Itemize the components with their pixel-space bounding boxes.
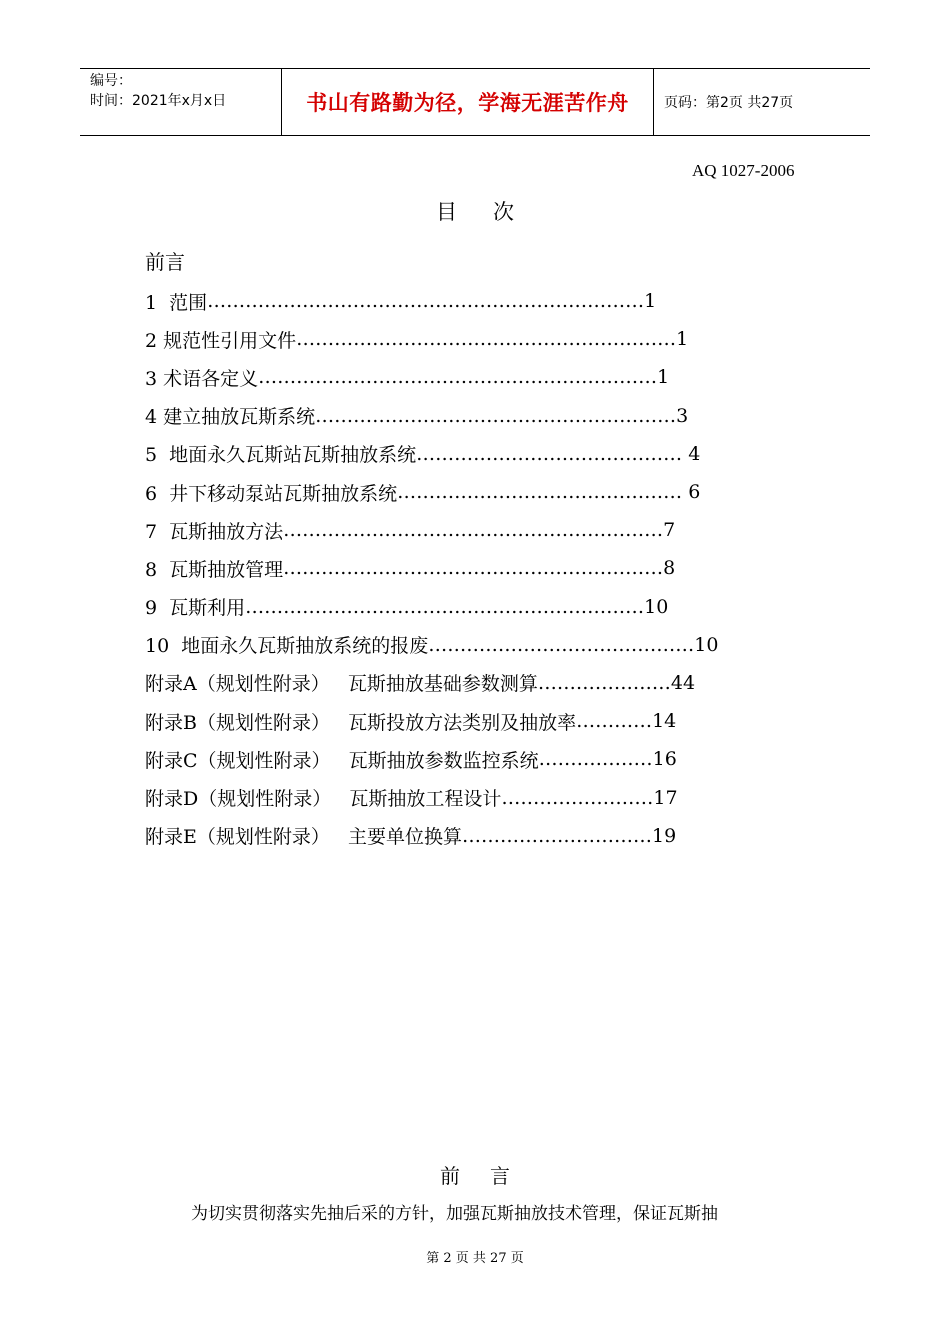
preface-title: 前言 <box>440 1164 540 1188</box>
toc-entry-label: 10 地面永久瓦斯抽放系统的报废 <box>145 635 429 658</box>
toc-entry-leader: ………………………… <box>462 824 652 847</box>
toc-entry-page: 16 <box>652 748 677 771</box>
toc-entry[interactable] <box>145 358 785 396</box>
toc-entry-page: 1 <box>644 290 657 313</box>
toc-entry-page: 6 <box>682 481 701 504</box>
toc-entry-page: 1 <box>676 328 689 351</box>
number-label: 编号： <box>90 73 132 89</box>
toc-entry-section: 瓦斯投放方法类别及抽放率 <box>329 711 577 734</box>
preface-paragraph: 为切实贯彻落实先抽后采的方针，加强瓦斯抽放技术管理，保证瓦斯抽 <box>191 1204 718 1224</box>
toc-entry-page: 10 <box>644 595 669 618</box>
page-footer: 第 2 页 共 27 页 <box>426 1251 524 1266</box>
toc-entry-page: 4 <box>682 442 701 465</box>
toc-preface-label: 前言 <box>145 250 185 274</box>
toc-title: 目次 <box>436 200 550 224</box>
toc-entry[interactable] <box>145 282 785 320</box>
toc-entry[interactable] <box>145 588 785 626</box>
toc-entry-page: 8 <box>663 557 676 580</box>
toc-entry-label: 4 建立抽放瓦斯系统 <box>145 406 316 429</box>
toc-entry-leader: …………………………………………………………… <box>207 290 645 313</box>
toc-entry-leader: ………… <box>576 710 653 733</box>
toc-entry-label: 8 瓦斯抽放管理 <box>145 558 284 581</box>
toc-entry-appendix[interactable] <box>145 778 785 816</box>
toc-entry-appendix[interactable] <box>145 740 785 778</box>
toc-entry-page: 10 <box>694 633 719 656</box>
toc-entry-leader: …………………………………………………… <box>283 519 664 542</box>
header-motto: 书山有路勤为径，学海无涯苦作舟 <box>306 91 629 115</box>
toc-entry[interactable] <box>145 473 785 511</box>
toc-entry-leader: ………………………………………………… <box>315 404 677 427</box>
toc-entry-section: 主要单位换算 <box>329 826 462 849</box>
toc-entry-leader: …………………… <box>501 786 654 809</box>
toc-entry-label: 附录B（规划性附录） <box>145 711 330 734</box>
toc-entry[interactable] <box>145 626 785 664</box>
page-info-text: 页码：第2页 共27页 <box>664 95 794 111</box>
page-header <box>80 68 870 136</box>
toc-entry-page: 14 <box>652 710 677 733</box>
toc-entry-leader: …………………………………………………… <box>296 328 677 351</box>
toc-entry-page: 7 <box>663 519 676 542</box>
toc-entry-appendix[interactable] <box>145 664 785 702</box>
toc-entry-leader: ……………………………………………………… <box>258 366 658 389</box>
toc-entry-appendix[interactable] <box>145 702 785 740</box>
toc-entry-label: 附录A（规划性附录） <box>145 673 330 696</box>
toc-entry-leader: ……………… <box>538 748 653 771</box>
toc-entry-page: 3 <box>676 404 689 427</box>
toc-entry-page: 1 <box>657 366 670 389</box>
toc-entry-appendix[interactable] <box>145 817 785 855</box>
toc-entry-page: 17 <box>653 786 678 809</box>
toc-entry-leader: …………………………………… <box>428 633 695 656</box>
toc-entry-label: 附录C（规划性附录） <box>145 749 331 772</box>
toc-entry[interactable] <box>145 320 785 358</box>
header-meta <box>80 69 282 135</box>
header-page-info <box>654 69 870 135</box>
toc-entry-label: 3 术语各定义 <box>145 367 259 390</box>
table-of-contents <box>145 282 785 855</box>
toc-entry-leader: ……………………………………………………… <box>245 595 645 618</box>
toc-entry-leader: …………………………………………………… <box>283 557 664 580</box>
toc-entry-page: 44 <box>670 671 696 694</box>
header-motto-cell <box>282 69 654 135</box>
toc-entry-label: 附录D（规划性附录） <box>145 788 332 811</box>
toc-entry-label: 5 地面永久瓦斯站瓦斯抽放系统 <box>145 444 417 467</box>
toc-entry-leader: …………………………………… <box>416 442 683 465</box>
toc-entry-section: 瓦斯抽放参数监控系统 <box>330 749 539 772</box>
document-number: AQ 1027-2006 <box>692 161 795 180</box>
toc-entry-page: 19 <box>652 824 677 847</box>
toc-entry-section: 瓦斯抽放基础参数测算 <box>329 673 538 696</box>
toc-entry-label: 2 规范性引用文件 <box>145 329 297 352</box>
toc-entry-label: 附录E（规划性附录） <box>145 826 330 849</box>
toc-entry[interactable] <box>145 397 785 435</box>
toc-entry-leader: ……………………………………… <box>397 481 683 504</box>
toc-entry-label: 1 范围 <box>145 291 208 314</box>
toc-entry-label: 9 瓦斯利用 <box>145 597 246 620</box>
toc-entry[interactable] <box>145 549 785 587</box>
toc-entry[interactable] <box>145 435 785 473</box>
toc-entry-label: 7 瓦斯抽放方法 <box>145 520 284 543</box>
time-label: 时间：2021年x月x日 <box>90 93 227 109</box>
toc-entry-section: 瓦斯抽放工程设计 <box>331 788 502 811</box>
toc-entry-label: 6 井下移动泵站瓦斯抽放系统 <box>145 482 398 505</box>
toc-entry-leader: ………………… <box>537 671 671 694</box>
toc-entry[interactable] <box>145 511 785 549</box>
